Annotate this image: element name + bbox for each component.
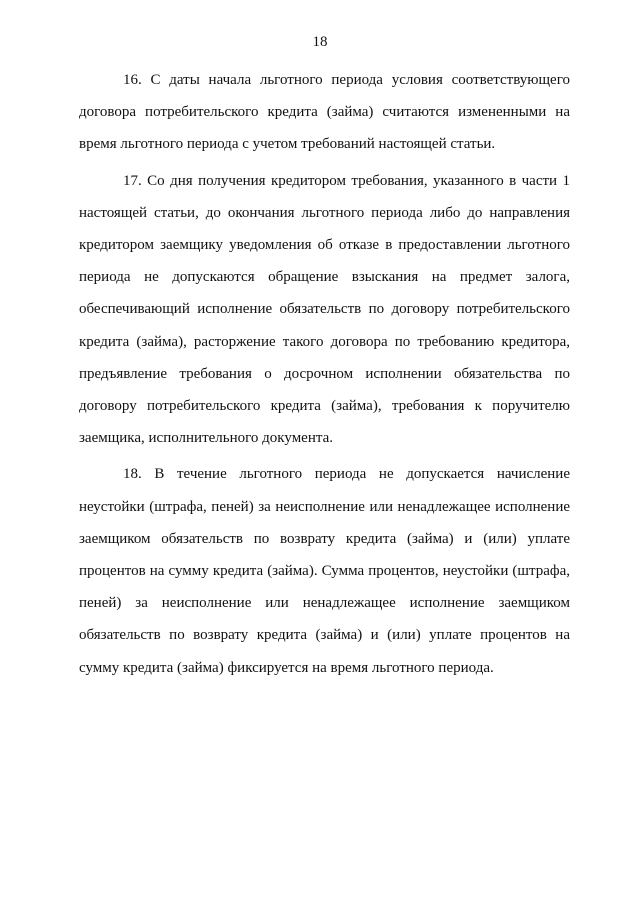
page-number: 18: [312, 34, 328, 50]
document-body: [79, 64, 570, 684]
paragraph-18: 18. В течение льготного периода не допускается начисление неустойки (штрафа, пеней) за неисполнение или ненадлежащее исполнение заемщиком обязательств по возврату кредита (займа) и (или) уплате процентов на сумму кредита (займа). Сумма процентов, неустойки (штрафа, пеней) за неисполнение или ненадлежащее исполнение заемщиком обязательств по возврату кредита (займа) и (или) уплате процентов на сумму кредита (займа) фиксируется на время льготного периода.: [79, 466, 570, 676]
paragraph-17: 17. Со дня получения кредитором требования, указанного в части 1 настоящей статьи, до окончания льготного периода либо до направления кредитором заемщику уведомления об отказе в предоставлении льготного периода не допускаются обращение взыскания на предмет залога, обеспечивающий исполнение обязательств по договору потребительского кредита (займа), расторжение такого договора по требованию кредитора, предъявление требования о досрочном исполнении обязательства по договору потребительского кредита (займа), требования к поручителю заемщика, исполнительного документа.: [79, 172, 570, 447]
paragraph-16: 16. С даты начала льготного периода условия соответствующего договора потребительского кредита (займа) считаются измененными на время льготного периода с учетом требований настоящей статьи.: [79, 72, 570, 153]
